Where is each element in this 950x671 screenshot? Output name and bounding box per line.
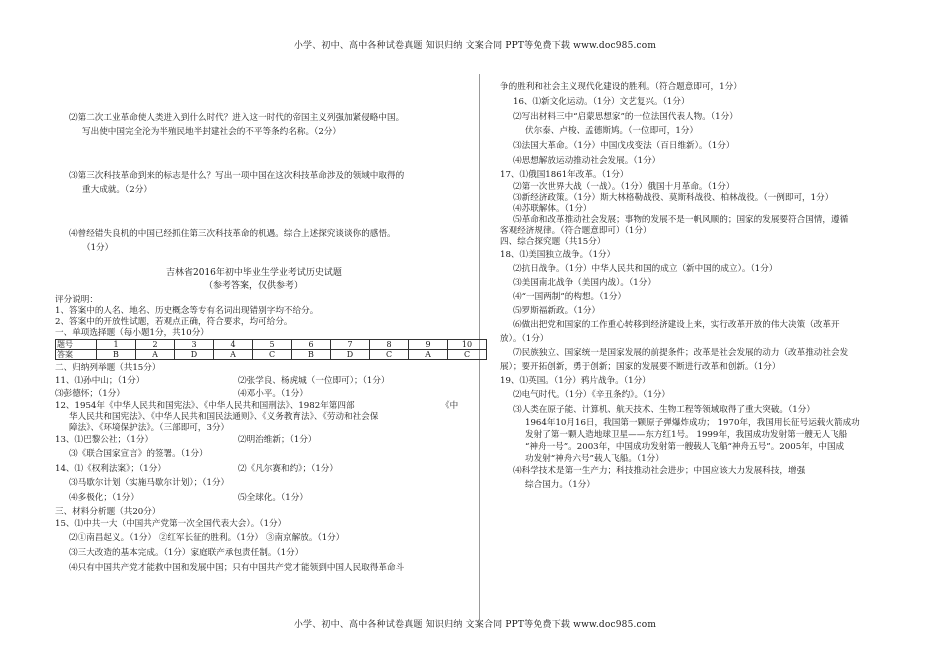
answer-12-line2: 华人民共和国宪法》、《中华人民共和国民法通则》、《义务教育法》、《劳动和社会保 — [69, 412, 379, 422]
table-cell: B — [97, 350, 136, 360]
question-3-line2: 重大成就。（2分） — [82, 185, 152, 195]
answer-18-6-line1: ⑹做出把党和国家的工作重心转移到经济建设上来，实行改革开放的伟大决策（改革开 — [513, 320, 840, 330]
answer-14-2: ⑵《凡尔赛和约》；（1分） — [238, 464, 338, 474]
multiple-choice-answer-table — [55, 339, 487, 360]
answer-13-3: ⑶《联合国家宣言》的签署。（1分） — [69, 449, 208, 459]
answer-19-4: ⑷科学技术是第一生产力；科技推动社会进步；中国应该大力发展科技，增强 — [513, 466, 806, 476]
section-2-heading: 二、归纳列举题（共15分） — [55, 363, 161, 373]
answer-15-4-cont: 争的胜利和社会主义现代化建设的胜利。（符合题意即可，1分） — [500, 82, 742, 92]
scoring-note-heading: 评分说明： — [55, 295, 98, 305]
question-2-line2: 写出使中国完全沦为半殖民地半封建社会的不平等条约名称。（2分） — [82, 127, 341, 137]
table-cell: 2 — [136, 340, 175, 350]
table-cell: 9 — [409, 340, 448, 350]
table-cell: A — [409, 350, 448, 360]
answer-18-3: ⑶美国南北战争（美国内战）。（1分） — [513, 278, 656, 288]
answer-11-4: ⑷邓小平。（1分） — [238, 389, 308, 399]
answer-18-7-line2: 展）；要开拓创新，勇于创新；国家的发展要不断进行改革和创新。（1分） — [500, 362, 781, 372]
answer-18-1: 18、⑴美国独立战争。（1分） — [500, 250, 616, 260]
section-1-heading: 一、单项选择题（每小题1分，共10分） — [55, 328, 209, 338]
answer-17-1: 17、⑴俄国1861年改革。（1分） — [500, 170, 629, 180]
answer-11-3: ⑶彭德怀；（1分） — [55, 389, 125, 399]
answer-14-5: ⑸全球化。（1分） — [238, 493, 308, 503]
question-3-line1: ⑶第三次科技革命到来的标志是什么？写出一项中国在这次科技革命涉及的领域中取得的 — [69, 171, 405, 181]
answer-15-1: 15、⑴中共一大（中国共产党第一次全国代表大会）。（1分） — [55, 519, 287, 529]
answer-11-2: ⑵张学良、杨虎城（一位即可）；（1分） — [238, 376, 390, 386]
answer-19-3: ⑶人类在原子能、计算机、航天技术、生物工程等领域取得了重大突破。（1分） — [513, 405, 815, 415]
answer-15-3: ⑶三大改造的基本完成。（1分）家庭联产承包责任制。（1分） — [69, 548, 304, 558]
section-4-heading: 四、综合探究题（共15分） — [500, 237, 606, 247]
table-cell: C — [253, 350, 292, 360]
table-cell: A — [136, 350, 175, 360]
answer-15-2: ⑵①南昌起义。（1分） ②红军长征的胜利。（1分） ③南京解放。（1分） — [69, 533, 345, 543]
answer-19-3-detail4: 功发射“神舟六号”载人飞船。（1分） — [525, 454, 664, 464]
table-cell: 4 — [214, 340, 253, 350]
table-cell: 10 — [448, 340, 487, 350]
table-cell: 7 — [331, 340, 370, 350]
table-cell: D — [331, 350, 370, 360]
answer-12-line1-tail: 《中 — [441, 401, 459, 411]
table-cell: 8 — [370, 340, 409, 350]
answer-11-1: 11、⑴孙中山；（1分） — [55, 376, 145, 386]
table-row — [56, 350, 487, 360]
answer-16-4: ⑷思想解放运动推动社会发展。（1分） — [513, 156, 661, 166]
table-cell: 3 — [175, 340, 214, 350]
question-4-line1: ⑷曾经错失良机的中国已经抓住第三次科技革命的机遇。综合上述探究谈谈你的感悟。 — [69, 229, 396, 239]
table-cell: C — [448, 350, 487, 360]
table-cell: A — [214, 350, 253, 360]
answer-17-5-line2: 客观经济规律。（符合题意即可）（1分） — [500, 226, 652, 236]
answer-13-2: ⑵明治维新；（1分） — [238, 435, 317, 445]
table-cell: 5 — [253, 340, 292, 350]
answer-15-4: ⑷只有中国共产党才能救中国和发展中国；只有中国共产党才能领到中国人民取得革命斗 — [69, 563, 405, 573]
answer-17-2: ⑵第一次世界大战（一战）。（1分）俄国十月革命。（1分） — [513, 182, 735, 192]
answer-17-5-line1: ⑸革命和改革推动社会发展；事物的发展不是一帆风顺的；国家的发展要符合国情，遵循 — [513, 215, 849, 225]
answer-16-2-detail: 伏尔泰、卢梭、孟德斯鸠。（一位即可，1分） — [525, 126, 699, 136]
answer-18-5: ⑸罗斯福新政。（1分） — [513, 306, 601, 316]
question-2-line1: ⑵第二次工业革命使人类进入到什么时代？进入这一时代的帝国主义列强加紧侵略中国。 — [69, 113, 405, 123]
table-cell: 1 — [97, 340, 136, 350]
page-footer: 小学、初中、高中各种试卷真题 知识归纳 文案合同 PPT等免费下载 www.doc985.com — [293, 620, 657, 630]
table-cell: 题号 — [56, 340, 97, 350]
answer-14-3: ⑶马歇尔计划（实施马歇尔计划）；（1分） — [69, 478, 230, 488]
answer-19-3-detail2: 发射了第一颗人造地球卫星——东方红1号。 1999年，我国成功发射第一艘无人飞船 — [525, 430, 848, 440]
answer-14-4: ⑷多极化；（1分） — [69, 493, 139, 503]
table-cell: B — [292, 350, 331, 360]
answer-subtitle: （参考答案，仅供参考） — [204, 281, 304, 291]
answer-19-3-detail1: 1964年10月16日，我国第一颗原子弹爆炸成功； 1970年，我国用长征号运载火箭成功 — [525, 418, 860, 428]
answer-12-line1: 12、1954年《中华人民共和国宪法》、《中华人民共和国刑法》、1982年第四部 — [55, 401, 355, 411]
answer-19-4-cont: 综合国力。（1分） — [525, 480, 595, 490]
table-cell: D — [175, 350, 214, 360]
table-cell: C — [370, 350, 409, 360]
scoring-note-1: 1、答案中的人名、地名、历史概念等专有名词出现错别字均不给分。 — [55, 306, 319, 316]
answer-13-1: 13、⑴巴黎公社；（1分） — [55, 435, 154, 445]
answer-12-line3: 障法》、《环境保护法》。（三部即可，3分） — [69, 423, 230, 433]
answer-17-3: ⑶新经济政策。（1分）斯大林格勒战役、莫斯科战役、柏林战役。（一例即可，1分） — [513, 193, 834, 203]
table-cell: 答案 — [56, 350, 97, 360]
answer-18-7-line1: ⑺民族独立、国家统一是国家发展的前提条件；改革是社会发展的动力（改革推动社会发 — [513, 348, 849, 358]
answer-18-2: ⑵抗日战争。（1分）中华人民共和国的成立（新中国的成立）。（1分） — [513, 264, 778, 274]
answer-18-6-line2: 放）。（1分） — [500, 334, 549, 344]
question-4-line2: （1分） — [82, 243, 114, 253]
page-header: 小学、初中、高中各种试卷真题 知识归纳 文案合同 PPT等免费下载 www.doc985.com — [293, 41, 657, 51]
answer-14-1: 14、⑴《权利法案》；（1分） — [55, 464, 166, 474]
scoring-note-2: 2、答案中的开放性试题，若观点正确，符合要求，均可给分。 — [55, 317, 293, 327]
answer-16-1: 16、⑴新文化运动。（1分）文艺复兴。（1分） — [513, 97, 690, 107]
table-cell: 6 — [292, 340, 331, 350]
answer-19-3-detail3: “神舟一号”。2003年，中国成功发射第一艘载人飞船“神舟五号”。2005年，中国成 — [525, 442, 845, 452]
answer-18-4: ⑷“一国两制”的构想。（1分） — [513, 292, 627, 302]
table-row — [56, 340, 487, 350]
answer-19-2: ⑵电气时代。（1分）《辛丑条约》。（1分） — [513, 390, 671, 400]
section-3-heading: 三、材料分析题（共20分） — [55, 507, 161, 517]
answer-16-3: ⑶法国大革命。（1分）中国戊戌变法（百日维新）。（1分） — [513, 141, 735, 151]
answer-16-2: ⑵写出材料三中“启蒙思想家”的一位法国代表人物。（1分） — [513, 112, 738, 122]
answer-19-1: 19、⑴英国。（1分）鸦片战争。（1分） — [500, 376, 651, 386]
answer-title: 吉林省2016年初中毕业生学业考试历史试题 — [166, 268, 342, 278]
answer-17-4: ⑷苏联解体。（1分） — [513, 204, 592, 214]
